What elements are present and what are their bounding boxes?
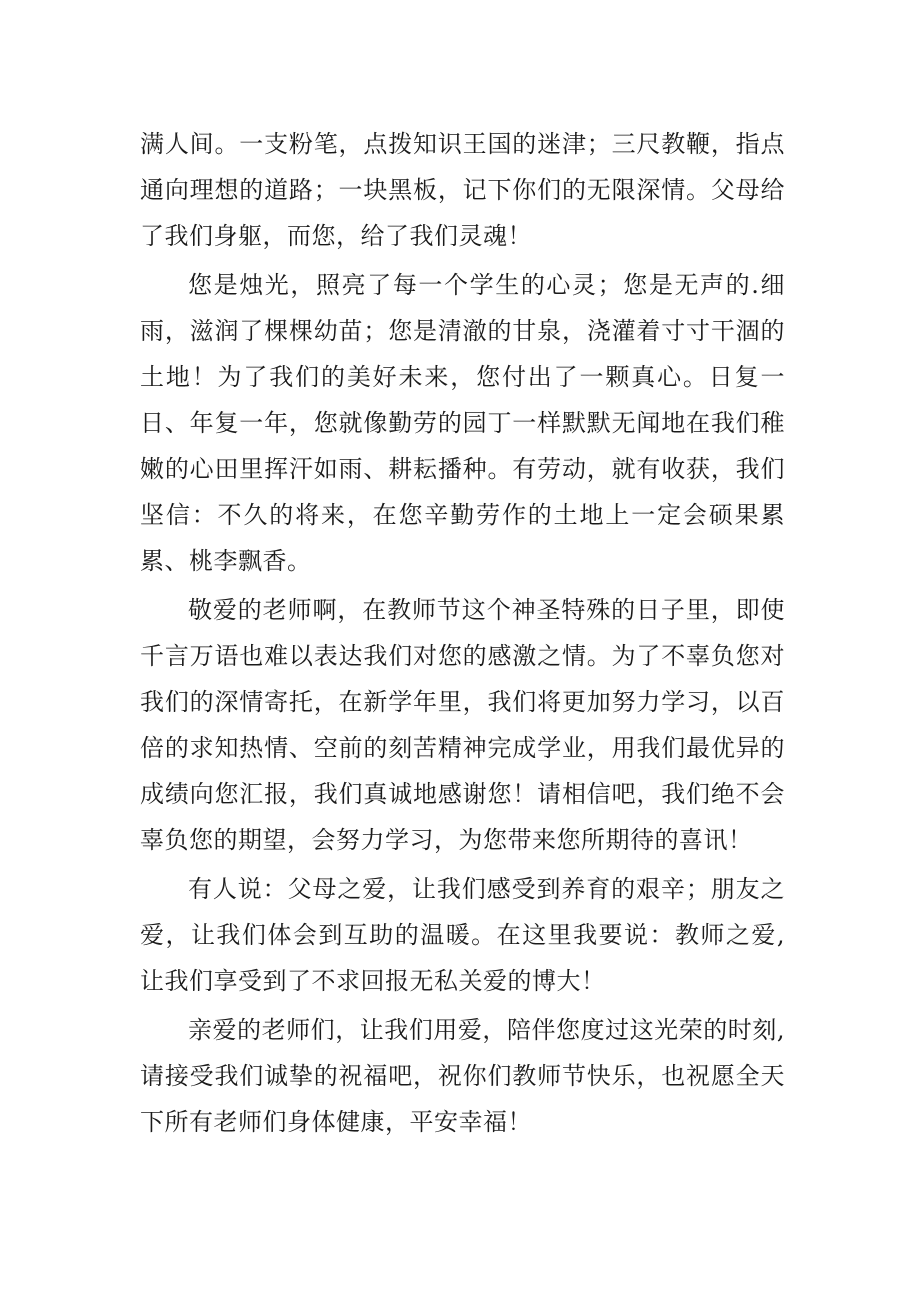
paragraph-continuation: 满人间。一支粉笔，点拨知识王国的迷津；三尺教鞭，指点通向理想的道路；一块黑板，记下你们的无限深情。父母给了我们身躯，而您，给了我们灵魂！ <box>140 130 785 250</box>
paragraph-blessing: 亲爱的老师们，让我们用爱，陪伴您度过这光荣的时刻,请接受我们诚挚的祝福吧，祝你们教师节快乐，也祝愿全天下所有老师们身体健康，平安幸福！ <box>140 1016 785 1136</box>
paragraph-candle: 您是烛光，照亮了每一个学生的心灵；您是无声的.细雨，滋润了棵棵幼苗；您是清澈的甘泉，浇灌着寸寸干涸的土地！为了我们的美好未来，您付出了一颗真心。日复一日、年复一年，您就像勤劳的园丁一样默默无闻地在我们稚嫩的心田里挥汗如雨、耕耘播种。有劳动，就有收获，我们坚信：不久的将来，在您辛勤劳作的土地上一定会硕果累累、桃李飘香。 <box>140 271 785 575</box>
paragraph-love: 有人说：父母之爱，让我们感受到养育的艰辛；朋友之爱，让我们体会到互助的温暖。在这里我要说：教师之爱,让我们享受到了不求回报无私关爱的博大！ <box>140 875 785 995</box>
document-page <box>140 121 785 1145</box>
paragraph-teachers-day: 敬爱的老师啊，在教师节这个神圣特殊的日子里，即使千言万语也难以表达我们对您的感激之情。为了不辜负您对我们的深情寄托，在新学年里，我们将更加努力学习，以百倍的求知热情、空前的刻苦精神完成学业，用我们最优异的成绩向您汇报，我们真诚地感谢您！请相信吧，我们绝不会辜负您的期望，会努力学习，为您带来您所期待的喜讯！ <box>140 596 785 854</box>
